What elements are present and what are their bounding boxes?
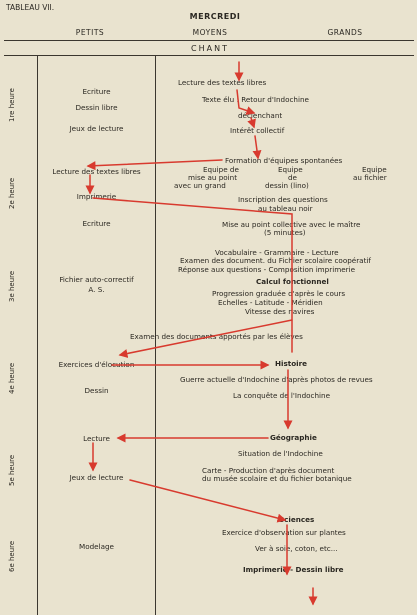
main-h2-equipe2-a: Equipe	[278, 165, 303, 174]
main-geo-musee: du musée scolaire et du fichier botanique	[202, 474, 352, 483]
main-imprimerie-dessin: Imprimerie - Dessin libre	[243, 565, 344, 574]
main-sciences-observation: Exercice d'observation sur plantes	[222, 528, 346, 537]
petits-h3-ecriture: Ecriture	[82, 219, 111, 228]
main-h2-inscription-a: Inscription des questions	[238, 195, 328, 204]
main-h1-lecture: Lecture des textes libres	[178, 78, 267, 87]
main-h2-inscription-b: au tableau noir	[258, 204, 313, 213]
petits-h1-dessin: Dessin libre	[75, 103, 118, 112]
main-h2-equipe3-b: au fichier	[353, 173, 387, 182]
petits-h4-dessin: Dessin	[84, 386, 109, 395]
main-h2-equipe1-b: mise au point	[188, 173, 238, 182]
main-calcul-progression: Progression graduée d'après le cours	[212, 289, 346, 298]
main-geo-title: Géographie	[270, 433, 317, 442]
petits-h1-ecriture: Ecriture	[82, 87, 111, 96]
column-grands: GRANDS	[327, 28, 363, 37]
petits-h2-lecture: Lecture des textes libres	[52, 167, 141, 176]
main-h1-texte-elu: Texte élu : Retour d'Indochine	[202, 95, 309, 104]
main-h1-interet: Intérêt collectif	[230, 126, 285, 135]
main-examen-documents: Examen des documents apportés par les élèves	[130, 332, 303, 341]
main-histoire-conquete: La conquête de l'Indochine	[233, 391, 331, 400]
main-h2-equipe2-c: dessin (lino)	[265, 181, 309, 190]
main-h3-reponse: Réponse aux questions - Composition imprimerie	[178, 265, 355, 274]
main-h3-minutes: (5 minutes)	[264, 228, 306, 237]
petits-h5-lecture: Lecture	[83, 434, 110, 443]
hour-label-1: 1re heure	[8, 88, 16, 122]
petits-h1-jeux: Jeux de lecture	[69, 124, 124, 133]
main-h2-equipe2-b: de	[288, 173, 297, 182]
main-sciences-ver: Ver à soie, coton, etc...	[255, 544, 338, 553]
main-calcul-echelles: Echelles - Latitude - Méridien	[218, 298, 323, 307]
main-sciences-title: Sciences	[279, 515, 315, 524]
arrow-interet-to-formation	[255, 136, 258, 158]
main-h2-equipe3-a: Equipe	[362, 165, 387, 174]
petits-h6-modelage: Modelage	[79, 542, 114, 551]
hour-label-5: 5e heure	[8, 454, 16, 486]
main-histoire-title: Histoire	[275, 359, 308, 368]
petits-h3-as: A. S.	[88, 285, 105, 294]
main-histoire-guerre: Guerre actuelle d'Indochine d'après photos de revues	[180, 375, 373, 384]
main-geo-carte: Carte - Production d'après document	[202, 466, 335, 475]
petits-h2-imprimerie: Imprimerie	[76, 192, 117, 201]
arrow-imprimerie-to-mise-au-point	[93, 198, 292, 352]
main-h1-declenchant: déclenchant	[238, 111, 283, 120]
day-title: MERCREDI	[189, 12, 241, 21]
table-label: TABLEAU VII.	[6, 3, 55, 12]
column-petits: PETITS	[75, 28, 105, 37]
hour-label-4: 4e heure	[8, 362, 16, 394]
column-moyens: MOYENS	[192, 28, 228, 37]
main-h3-examen-fichier: Examen des document. du Fichier scolaire coopératif	[180, 256, 371, 265]
main-calcul-vitesse: Vitesse des navires	[245, 307, 315, 316]
petits-h5-jeux: Jeux de lecture	[69, 473, 124, 482]
arrow-texte-to-declenchant	[237, 90, 254, 113]
petits-h3-fichier: Fichier auto-correctif	[59, 275, 134, 284]
main-h2-equipe1-a: Equipe de	[203, 165, 239, 174]
arrow-formation-to-petits-lecture	[88, 160, 222, 166]
petits-h4-exercices: Exercices d'élocution	[58, 360, 135, 369]
main-h3-vocabulaire: Vocabulaire - Grammaire - Lecture	[215, 248, 339, 257]
main-h2-equipe1-c: avec un grand	[174, 181, 226, 190]
arrow-to-exercices	[120, 320, 292, 355]
arrow-declenchant-to-interet	[251, 118, 254, 127]
hour-label-2: 2e heure	[8, 177, 16, 209]
chant-title: CHANT	[191, 44, 229, 53]
main-h3-mise-au-point: Mise au point collective avec le maître	[222, 220, 361, 229]
arrow-jeux-to-sciences	[130, 480, 285, 520]
main-calcul-title: Calcul fonctionnel	[256, 277, 329, 286]
hour-label-3: 3e heure	[8, 270, 16, 302]
main-h2-formation: Formation d'équipes spontanées	[225, 156, 343, 165]
main-geo-situation: Situation de l'Indochine	[238, 449, 323, 458]
hour-label-6: 6e heure	[8, 540, 16, 572]
